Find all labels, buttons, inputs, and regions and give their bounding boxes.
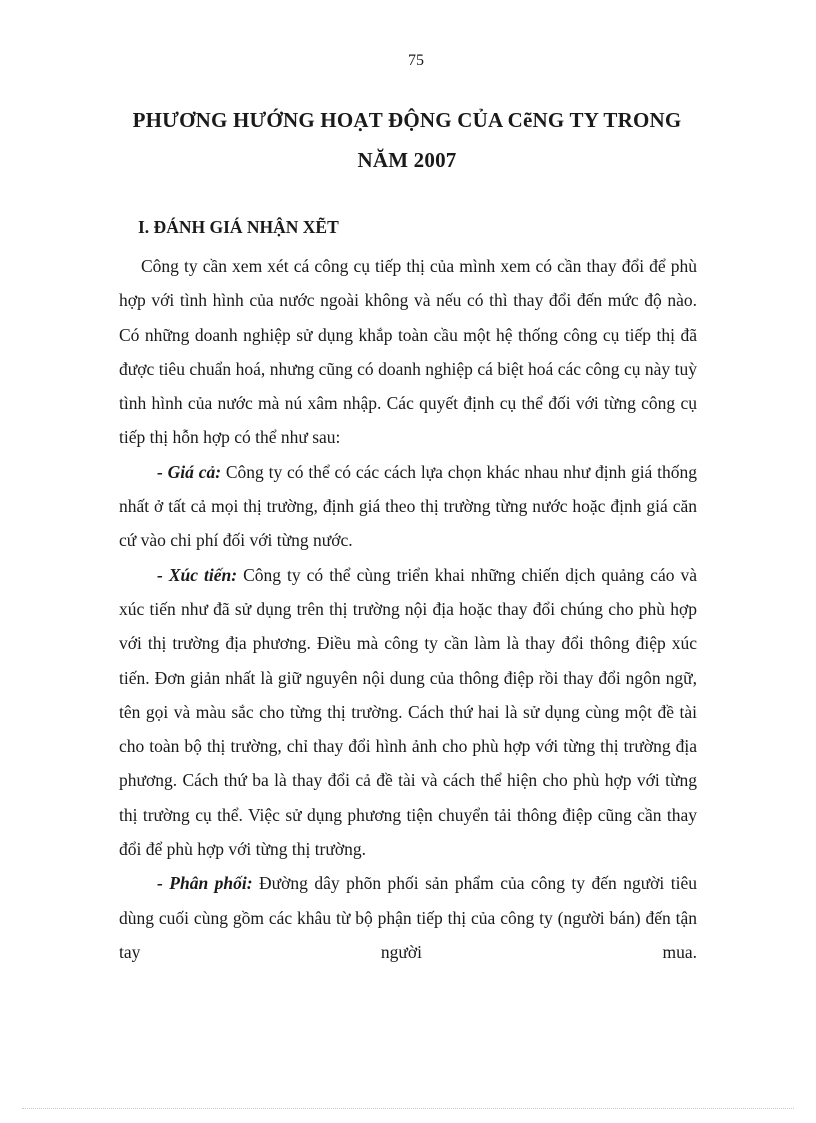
title-line-2: NĂM 2007 (357, 148, 457, 172)
page-bottom-border (22, 1108, 794, 1109)
price-label: - Giá cả: (157, 461, 222, 482)
page-title (100, 100, 714, 180)
distribution-text: Đường dây phõn phối sản phẩm của công ty đến người tiêu dùng cuối cùng gồm các khâu từ bộ phận tiếp thị của công ty (người bán) đến tận tay người mua. (119, 873, 697, 962)
promotion-label: - Xúc tiến: (157, 564, 238, 585)
distribution-paragraph (119, 866, 697, 969)
price-text: Công ty có thể có các cách lựa chọn khác nhau như định giá thống nhất ở tất cả mọi thị trường, định giá theo thị trường từng nước hoặc định giá căn cứ vào chi phí đối với từng nước. (119, 461, 697, 551)
promotion-text: Công ty có thể cùng triển khai những chiến dịch quảng cáo và xúc tiến như đã sử dụng trên thị trường nội địa hoặc thay đổi chúng cho phù hợp với thị trường địa phương. Điều mà công ty cần làm là thay đổi thông điệp xúc tiến. Đơn giản nhất là giữ nguyên nội dung của thông điệp rồi thay đổi ngôn ngữ, tên gọi và màu sắc cho từng thị trường. Cách thứ hai là sử dụng cùng một đề tài cho toàn bộ thị trường, chỉ thay đổi hình ảnh cho phù hợp với từng thị trường địa phương. Cách thứ ba là thay đổi cả đề tài và cách thể hiện cho phù hợp với từng thị trường cụ thể. Việc sử dụng phương tiện chuyển tải thông điệp cũng cần thay đổi để phù hợp với từng thị trường. (119, 564, 697, 860)
page-number: 75 (408, 52, 424, 69)
body-text (119, 249, 697, 969)
section-heading: I. ĐÁNH GIÁ NHẬN XẼT (138, 217, 339, 237)
intro-paragraph: Công ty cần xem xét cá công cụ tiếp thị của mình xem có cần thay đổi để phù hợp với tình hình của nước ngoài không và nếu có thì thay đổi đến mức độ nào. Có những doanh nghiệp sử dụng khắp toàn cầu một hệ thống công cụ tiếp thị đã được tiêu chuẩn hoá, nhưng cũng có doanh nghiệp cá biệt hoá các công cụ này tuỳ tình hình của nước mà nú xâm nhập. Các quyết định cụ thể đối với từng công cụ tiếp thị hỗn hợp có thể như sau: (119, 256, 697, 448)
promotion-paragraph (119, 558, 697, 867)
title-line-1: PHƯƠNG HƯỚNG HOẠT ĐỘNG CỦA CẽNG TY TRONG (132, 108, 682, 132)
distribution-label: - Phân phối: (157, 873, 253, 894)
price-paragraph (119, 455, 697, 558)
